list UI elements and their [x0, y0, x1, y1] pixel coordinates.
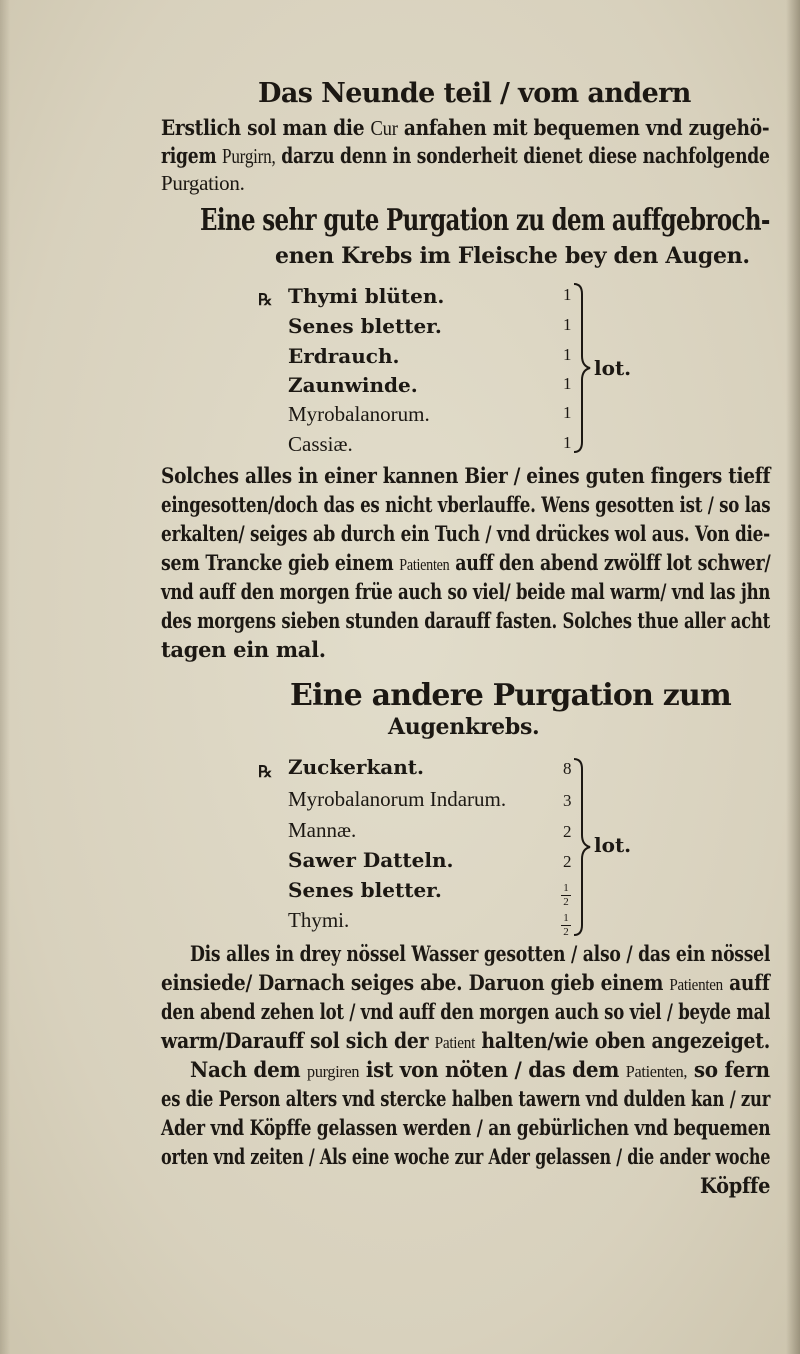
recipe2-text-line: orten vnd zeiten / Als eine woche zur Ader gelassen / die ander woche [161, 1144, 771, 1169]
recipe1-text-line: erkalten/ seiges ab durch ein Tuch / vnd drückes wol aus. Von die- [161, 521, 770, 546]
recipe2-heading-2: Augenkrebs. [388, 714, 540, 740]
recipe1-heading-2: enen Krebs im Fleische bey den Augen. [275, 243, 750, 269]
recipe2-ingredient: Sawer Datteln. [288, 848, 454, 872]
recipe1-quantity: 1 [563, 345, 572, 364]
recipe2-ingredient: Myrobalanorum Indarum. [288, 787, 507, 811]
recipe2-text-line: Dis alles in drey nössel Wasser gesotten / also / das ein nössel [190, 941, 771, 966]
recipe1-text-line: sem Trancke gieb einem Patienten auff den abend zwölff lot schwer/ [161, 550, 771, 575]
recipe1-heading-1: Eine sehr gute Purgation zu dem auffgebroch- [200, 203, 770, 238]
recipe-symbol-1: ℞ [258, 290, 273, 309]
recipe1-ingredient: Zaunwinde. [288, 373, 418, 397]
recipe1-quantity: 1 [563, 433, 572, 452]
recipe2-text-line: den abend zehen lot / vnd auff den morgen auch so viel / beyde mal [161, 999, 771, 1024]
recipe1-text-line: tagen ein mal. [161, 637, 326, 662]
page-edge-shadow [786, 0, 800, 1354]
recipe2-ingredient: Zuckerkant. [288, 755, 424, 779]
recipe2-quantity: 2 [563, 852, 572, 871]
recipe1-ingredient: Thymi blüten. [288, 284, 445, 308]
recipe1-quantity: 1 [563, 315, 572, 334]
recipe2-ingredient: Mannæ. [288, 818, 357, 842]
recipe1-ingredient: Myrobalanorum. [288, 402, 430, 426]
recipe1-text-line: vnd auff den morgen früe auch so viel/ beide mal warm/ vnd las jhn [161, 579, 771, 604]
recipe1-text-line: eingesotten/doch das es nicht vberlauffe. Wens gesotten ist / so las [161, 492, 771, 517]
recipe2-quantity: 2 [563, 822, 572, 841]
recipe-symbol-2: ℞ [258, 762, 273, 781]
recipe2-text-line: es die Person alters vnd stercke halben tawern vnd dulden kan / zur [161, 1086, 771, 1111]
recipe2-quantity: 3 [563, 791, 572, 810]
recipe2-text-line: warm/Darauff sol sich der Patient halten/wie oben angezeiget. [161, 1028, 770, 1053]
recipe2-unit: lot. [594, 833, 632, 857]
recipe2-quantity-fraction: 1 2 [561, 883, 571, 908]
recipe1-ingredient: Cassiæ. [288, 432, 353, 456]
page-gutter-shadow [0, 0, 10, 1354]
recipe2-quantity-fraction: 1 2 [561, 913, 571, 938]
recipe2-ingredient: Thymi. [288, 908, 350, 932]
recipe1-text-line: des morgens sieben stunden darauff fasten. Solches thue aller acht [161, 608, 771, 633]
recipe1-unit: lot. [594, 356, 632, 380]
recipe2-text-line: Ader vnd Köpffe gelassen werden / an gebürlichen vnd bequemen [161, 1115, 771, 1140]
recipe2-quantity: 8 [563, 759, 572, 778]
recipe1-quantity: 1 [563, 403, 572, 422]
recipe1-quantity: 1 [563, 374, 572, 393]
recipe1-ingredient: Senes bletter. [288, 314, 442, 338]
intro-line-1: Erstlich sol man die Cur anfahen mit bequemen vnd zugehö- [161, 115, 770, 140]
recipe2-text-line: Nach dem purgiren ist von nöten / das dem Patienten, so fern [190, 1057, 770, 1082]
recipe2-heading-1: Eine andere Purgation zum [290, 678, 731, 713]
intro-line-3: Purgation. [161, 171, 245, 195]
recipe2-text-line: einsiede/ Darnach seiges abe. Daruon gieb einem Patienten auff [161, 970, 770, 995]
intro-line-2: rigem Purgirn, darzu denn in sonderheit dienet diese nachfolgende [161, 143, 770, 168]
catchword: Köpffe [700, 1173, 771, 1198]
running-title: Das Neunde teil / vom andern [258, 78, 691, 109]
recipe1-text-line: Solches alles in einer kannen Bier / eines guten fingers tieff [161, 463, 771, 488]
recipe1-quantity: 1 [563, 285, 572, 304]
recipe2-ingredient: Senes bletter. [288, 878, 442, 902]
recipe1-ingredient: Erdrauch. [288, 344, 400, 368]
